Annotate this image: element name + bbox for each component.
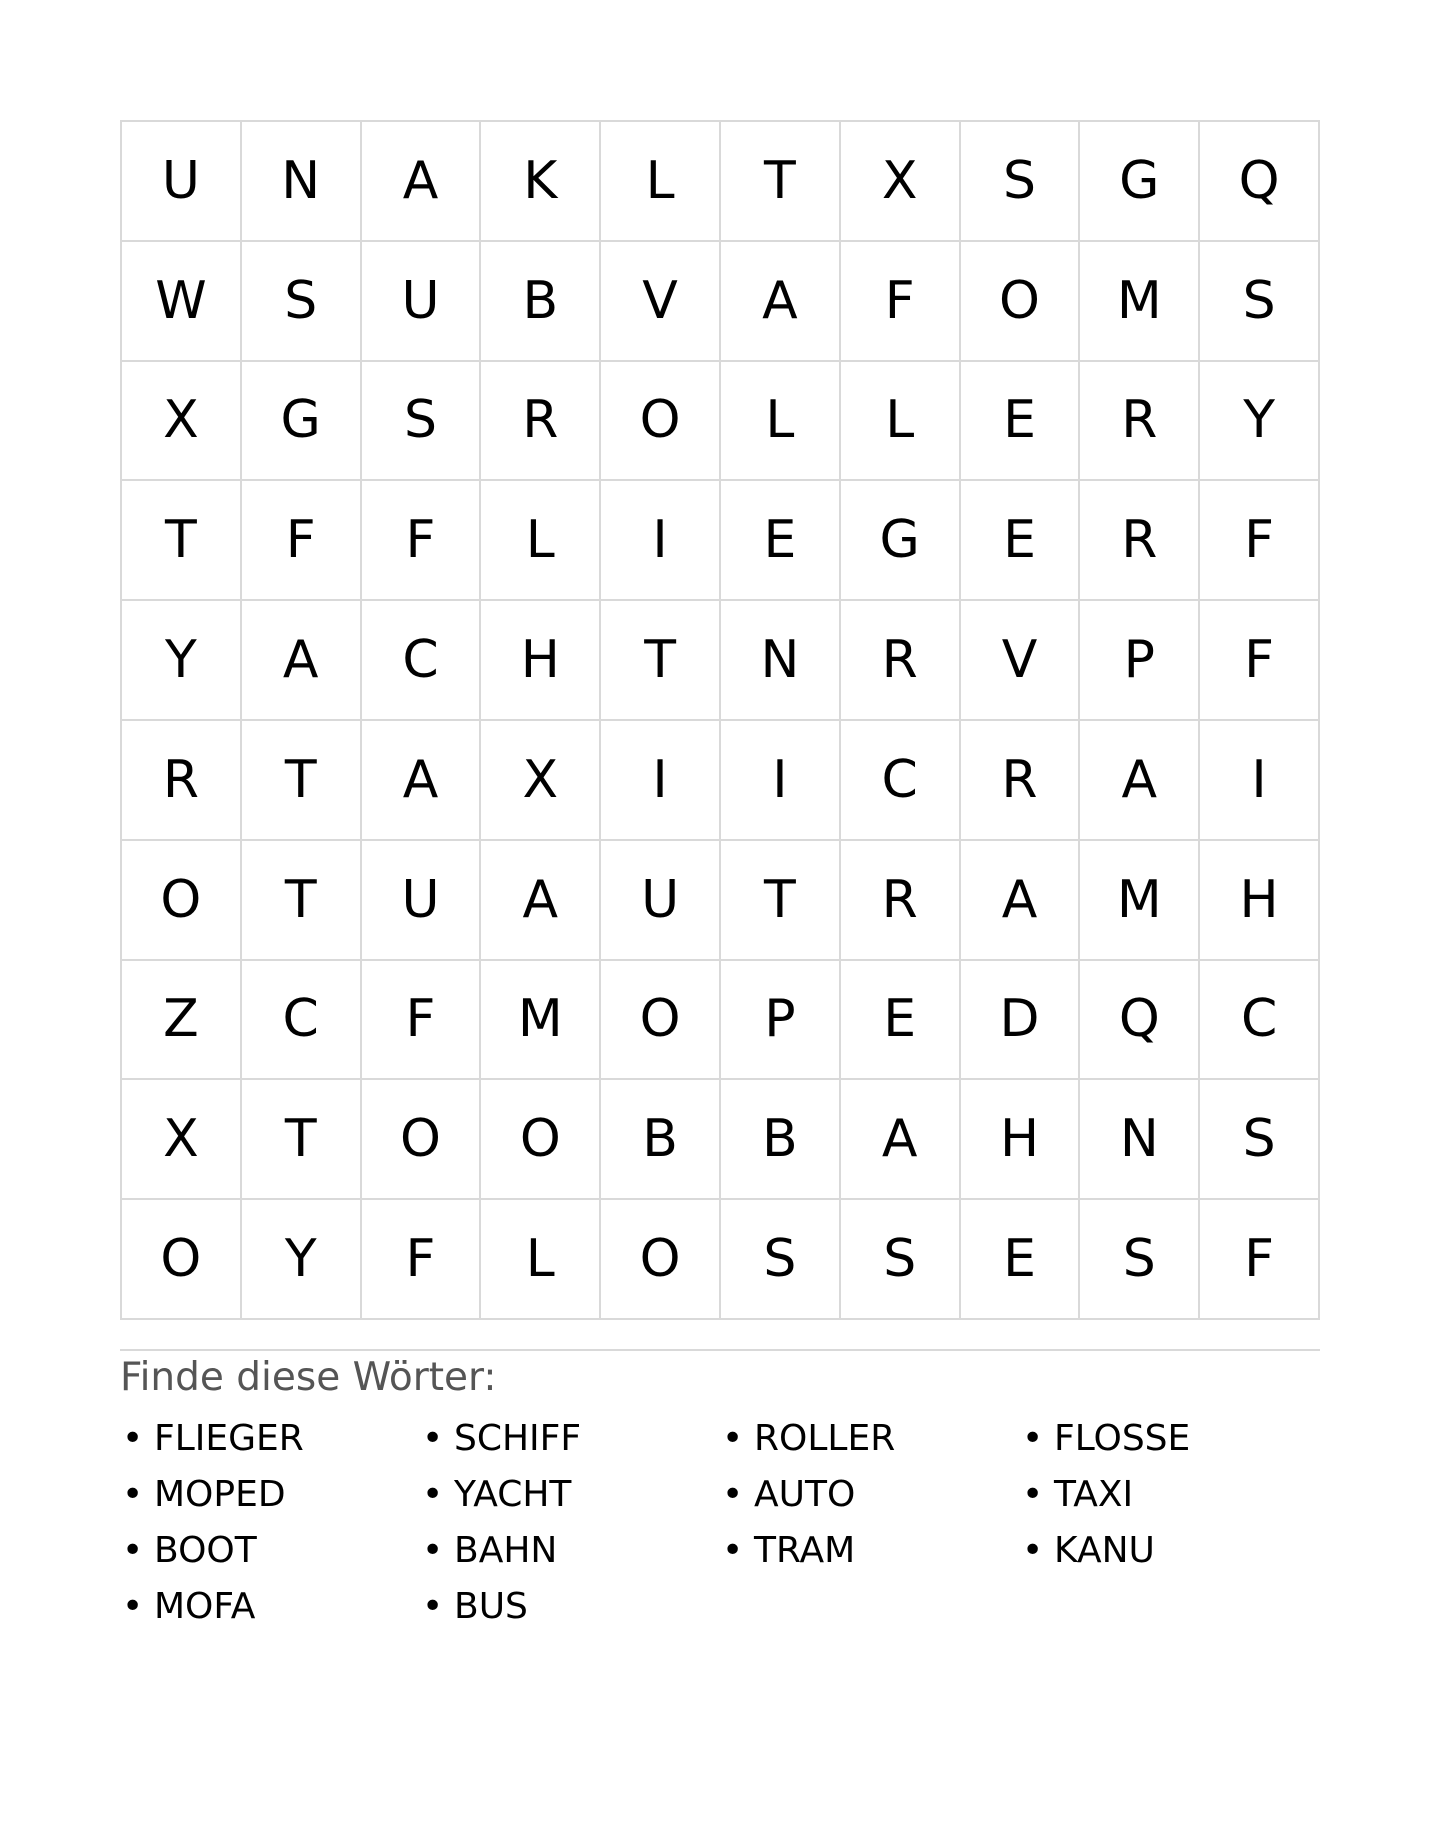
- word-list: [120, 1410, 1320, 1634]
- word-list-item: [120, 1578, 420, 1634]
- grid-cell[interactable]: R: [841, 601, 961, 721]
- word-list-item: [120, 1410, 420, 1466]
- bullet-icon: •: [422, 1417, 444, 1459]
- grid-cell[interactable]: W: [122, 242, 242, 362]
- grid-cell[interactable]: L: [721, 362, 841, 482]
- grid-cell[interactable]: F: [362, 1200, 482, 1320]
- grid-cell[interactable]: M: [1080, 242, 1200, 362]
- grid-cell[interactable]: K: [481, 122, 601, 242]
- grid-cell[interactable]: E: [961, 1200, 1081, 1320]
- grid-cell[interactable]: T: [242, 1080, 362, 1200]
- grid-cell[interactable]: S: [841, 1200, 961, 1320]
- grid-cell[interactable]: Y: [122, 601, 242, 721]
- bullet-icon: •: [1022, 1473, 1044, 1515]
- grid-cell[interactable]: S: [1080, 1200, 1200, 1320]
- bullet-icon: •: [422, 1473, 444, 1515]
- grid-cell[interactable]: A: [961, 841, 1081, 961]
- grid-cell[interactable]: Z: [122, 961, 242, 1081]
- word-label: MOFA: [154, 1585, 256, 1627]
- word-label: TRAM: [754, 1529, 856, 1571]
- grid-cell[interactable]: C: [362, 601, 482, 721]
- grid-cell[interactable]: R: [1080, 481, 1200, 601]
- grid-cell[interactable]: V: [601, 242, 721, 362]
- word-label: ROLLER: [754, 1417, 896, 1459]
- grid-cell[interactable]: F: [242, 481, 362, 601]
- word-label: KANU: [1054, 1529, 1155, 1571]
- word-list-item: [720, 1410, 1020, 1466]
- grid-cell[interactable]: O: [601, 362, 721, 482]
- grid-cell[interactable]: F: [362, 961, 482, 1081]
- grid-cell[interactable]: X: [841, 122, 961, 242]
- grid-cell[interactable]: F: [841, 242, 961, 362]
- grid-cell[interactable]: E: [961, 362, 1081, 482]
- grid-cell[interactable]: M: [481, 961, 601, 1081]
- bullet-icon: •: [122, 1529, 144, 1571]
- bullet-icon: •: [722, 1417, 744, 1459]
- bullet-icon: •: [122, 1585, 144, 1627]
- grid-cell[interactable]: S: [1200, 242, 1320, 362]
- word-list-item: [720, 1522, 1020, 1578]
- grid-cell[interactable]: S: [961, 122, 1081, 242]
- grid-cell[interactable]: B: [601, 1080, 721, 1200]
- bullet-icon: •: [1022, 1417, 1044, 1459]
- grid-cell[interactable]: A: [481, 841, 601, 961]
- grid-cell[interactable]: H: [481, 601, 601, 721]
- word-list-item: [420, 1410, 720, 1466]
- grid-cell[interactable]: X: [122, 1080, 242, 1200]
- word-label: FLIEGER: [154, 1417, 304, 1459]
- grid-cell[interactable]: R: [1080, 362, 1200, 482]
- grid-cell[interactable]: F: [1200, 481, 1320, 601]
- letter-grid: [120, 120, 1320, 1320]
- divider: [120, 1349, 1320, 1351]
- grid-cell[interactable]: T: [601, 601, 721, 721]
- grid-cell[interactable]: R: [961, 721, 1081, 841]
- bullet-icon: •: [722, 1473, 744, 1515]
- grid-cell[interactable]: M: [1080, 841, 1200, 961]
- grid-cell[interactable]: F: [1200, 1200, 1320, 1320]
- grid-cell[interactable]: X: [481, 721, 601, 841]
- grid-cell[interactable]: O: [362, 1080, 482, 1200]
- word-list-item: [420, 1466, 720, 1522]
- grid-cell[interactable]: B: [481, 242, 601, 362]
- word-list-item: [120, 1522, 420, 1578]
- grid-cell[interactable]: A: [721, 242, 841, 362]
- grid-cell[interactable]: Q: [1200, 122, 1320, 242]
- grid-cell[interactable]: G: [242, 362, 362, 482]
- grid-cell[interactable]: N: [242, 122, 362, 242]
- grid-cell[interactable]: C: [841, 721, 961, 841]
- grid-cell[interactable]: Q: [1080, 961, 1200, 1081]
- grid-cell[interactable]: L: [841, 362, 961, 482]
- grid-cell[interactable]: Y: [1200, 362, 1320, 482]
- bullet-icon: •: [722, 1529, 744, 1571]
- word-label: TAXI: [1054, 1473, 1134, 1515]
- grid-cell[interactable]: T: [242, 841, 362, 961]
- word-list-heading: Finde diese Wörter:: [120, 1355, 497, 1400]
- grid-cell[interactable]: R: [841, 841, 961, 961]
- grid-cell[interactable]: T: [122, 481, 242, 601]
- grid-cell[interactable]: T: [242, 721, 362, 841]
- grid-cell[interactable]: R: [481, 362, 601, 482]
- grid-cell[interactable]: O: [122, 1200, 242, 1320]
- grid-cell[interactable]: O: [601, 1200, 721, 1320]
- word-list-item: [120, 1466, 420, 1522]
- grid-cell[interactable]: S: [362, 362, 482, 482]
- grid-cell[interactable]: P: [721, 961, 841, 1081]
- grid-cell[interactable]: A: [242, 601, 362, 721]
- word-list-item: [1020, 1522, 1320, 1578]
- grid-cell[interactable]: H: [961, 1080, 1081, 1200]
- grid-cell[interactable]: G: [841, 481, 961, 601]
- grid-cell[interactable]: A: [362, 122, 482, 242]
- bullet-icon: •: [1022, 1529, 1044, 1571]
- grid-cell[interactable]: T: [721, 122, 841, 242]
- grid-cell[interactable]: A: [841, 1080, 961, 1200]
- word-label: MOPED: [154, 1473, 286, 1515]
- grid-cell[interactable]: Y: [242, 1200, 362, 1320]
- grid-cell[interactable]: S: [1200, 1080, 1320, 1200]
- grid-cell[interactable]: U: [362, 242, 482, 362]
- word-label: BAHN: [454, 1529, 558, 1571]
- grid-cell[interactable]: A: [362, 721, 482, 841]
- grid-cell[interactable]: E: [961, 481, 1081, 601]
- bullet-icon: •: [122, 1417, 144, 1459]
- grid-cell[interactable]: F: [1200, 601, 1320, 721]
- grid-cell[interactable]: S: [721, 1200, 841, 1320]
- grid-cell[interactable]: L: [481, 481, 601, 601]
- grid-cell[interactable]: V: [961, 601, 1081, 721]
- grid-cell[interactable]: P: [1080, 601, 1200, 721]
- word-list-item: [420, 1522, 720, 1578]
- word-label: AUTO: [754, 1473, 856, 1515]
- word-label: FLOSSE: [1054, 1417, 1191, 1459]
- bullet-icon: •: [422, 1585, 444, 1627]
- grid-cell[interactable]: N: [721, 601, 841, 721]
- bullet-icon: •: [122, 1473, 144, 1515]
- grid-cell[interactable]: O: [961, 242, 1081, 362]
- grid-cell[interactable]: C: [1200, 961, 1320, 1081]
- grid-cell[interactable]: G: [1080, 122, 1200, 242]
- grid-cell[interactable]: C: [242, 961, 362, 1081]
- grid-cell[interactable]: O: [122, 841, 242, 961]
- grid-cell[interactable]: U: [122, 122, 242, 242]
- word-list-item: [1020, 1466, 1320, 1522]
- bullet-icon: •: [422, 1529, 444, 1571]
- word-label: YACHT: [454, 1473, 572, 1515]
- word-label: SCHIFF: [454, 1417, 582, 1459]
- grid-cell[interactable]: S: [242, 242, 362, 362]
- grid-cell[interactable]: N: [1080, 1080, 1200, 1200]
- grid-cell[interactable]: H: [1200, 841, 1320, 961]
- grid-cell[interactable]: I: [721, 721, 841, 841]
- grid-cell[interactable]: O: [601, 961, 721, 1081]
- grid-cell[interactable]: I: [1200, 721, 1320, 841]
- grid-cell[interactable]: L: [601, 122, 721, 242]
- word-list-item: [1020, 1410, 1320, 1466]
- word-list-item: [420, 1578, 720, 1634]
- grid-cell[interactable]: E: [721, 481, 841, 601]
- grid-cell[interactable]: E: [841, 961, 961, 1081]
- grid-cell[interactable]: A: [1080, 721, 1200, 841]
- grid-cell[interactable]: D: [961, 961, 1081, 1081]
- grid-cell[interactable]: F: [362, 481, 482, 601]
- grid-cell[interactable]: B: [721, 1080, 841, 1200]
- grid-cell[interactable]: L: [481, 1200, 601, 1320]
- grid-cell[interactable]: I: [601, 481, 721, 601]
- grid-cell[interactable]: R: [122, 721, 242, 841]
- grid-cell[interactable]: U: [601, 841, 721, 961]
- word-label: BUS: [454, 1585, 528, 1627]
- grid-cell[interactable]: X: [122, 362, 242, 482]
- grid-cell[interactable]: I: [601, 721, 721, 841]
- word-label: BOOT: [154, 1529, 257, 1571]
- grid-cell[interactable]: U: [362, 841, 482, 961]
- grid-cell[interactable]: O: [481, 1080, 601, 1200]
- grid-cell[interactable]: T: [721, 841, 841, 961]
- word-list-item: [720, 1466, 1020, 1522]
